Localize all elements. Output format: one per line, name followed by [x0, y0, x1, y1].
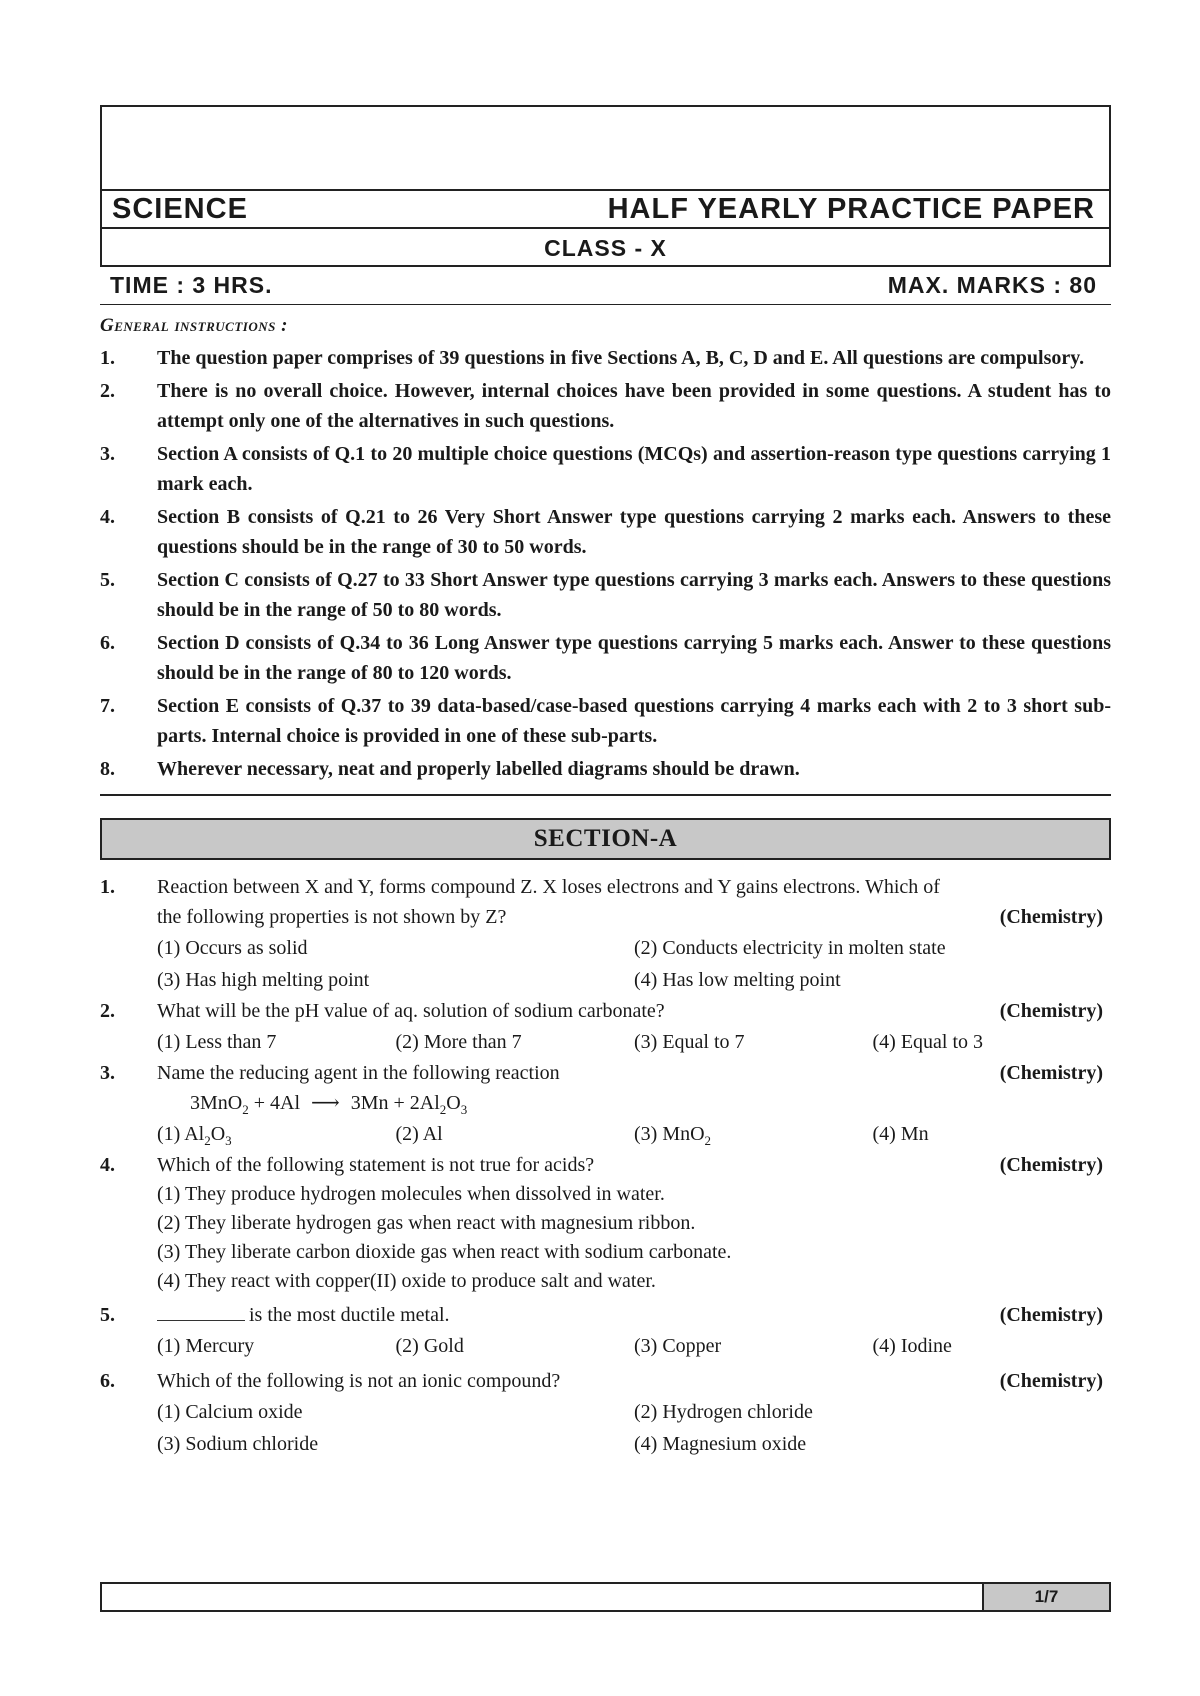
- option: (2) Al: [395, 1123, 443, 1145]
- meta-row: [100, 267, 1111, 305]
- list-item: 1. The question paper comprises of 39 questions in five Sections A, B, C, D and E. All questions are compulsory.: [100, 347, 1085, 369]
- option: (2) Gold: [395, 1335, 464, 1357]
- subject-tag: (Chemistry): [999, 1062, 1103, 1084]
- option: (1) $Al_2O_3$: [157, 1123, 232, 1148]
- option: (1) Less than 7: [157, 1031, 277, 1053]
- header-class-row: [102, 229, 1109, 267]
- question-text: Which of the following statement is not true for acids?: [157, 1154, 595, 1176]
- options: [100, 1118, 1111, 1150]
- option: (2) They liberate hydrogen gas when react with magnesium ribbon.: [157, 1212, 696, 1234]
- page-footer: [100, 1582, 1111, 1612]
- list-item: 4. Section B consists of Q.21 to 26 Very Short Answer type questions carrying 2 marks each. Answers to these questions should be in the range of 30 to 50 words.: [100, 506, 1111, 558]
- header-box: [100, 105, 1111, 267]
- option: (3) Copper: [634, 1335, 722, 1357]
- option: (1) They produce hydrogen molecules when dissolved in water.: [157, 1183, 665, 1205]
- list-item: 3. Section A consists of Q.1 to 20 multiple choice questions (MCQs) and assertion-reason type questions carrying 1 mark each.: [100, 443, 1111, 495]
- list-item: 7. Section E consists of Q.37 to 39 data-based/case-based questions carrying 4 marks each with 2 to 3 short sub-parts. Internal choice is provided in one of these sub-parts.: [100, 695, 1111, 747]
- options: [100, 932, 1111, 996]
- section-a-heading: SECTION-A: [100, 818, 1111, 860]
- option: (3) They liberate carbon dioxide gas when react with sodium carbonate.: [157, 1241, 732, 1263]
- question-text: the following properties is not shown by Z?: [157, 906, 507, 928]
- list-item: 8. Wherever necessary, neat and properly labelled diagrams should be drawn.: [100, 758, 800, 780]
- options: [100, 1180, 1111, 1296]
- page-number: 1/7: [982, 1584, 1109, 1610]
- list-item: 6. Section D consists of Q.34 to 36 Long Answer type questions carrying 5 marks each. Answer to these questions should be in the range of 80 to 120 words.: [100, 632, 1111, 684]
- list-item: 5. Section C consists of Q.27 to 33 Short Answer type questions carrying 3 marks each. Answers to these questions should be in the range of 50 to 80 words.: [100, 569, 1111, 621]
- option: (3) Has high melting point: [157, 969, 370, 991]
- list-item: 2. There is no overall choice. However, internal choices have been provided in some questions. A student has to attempt only one of the alternatives in such questions.: [100, 380, 1111, 432]
- option: (4) Magnesium oxide: [634, 1433, 807, 1455]
- question-3: 3. Name the reducing agent in the following reaction (Chemistry) 3MnO$_2$ + 4Al ⟶ $3Mn + 2Al_2O_3$ (1) $Al_2O_3$ (2) Al (3) MnO$_2$ (4) Mn: [100, 1058, 1111, 1150]
- question-5: 5. is the most ductile metal. (Chemistry) (1) Mercury (2) Gold (3) Copper (4) Iodine: [100, 1300, 1111, 1362]
- option: (4) Equal to 3: [872, 1031, 984, 1053]
- question-text: What will be the pH value of aq. solution of sodium carbonate?: [157, 1000, 665, 1022]
- subject-tag: (Chemistry): [999, 1154, 1103, 1176]
- question-text: Reaction between X and Y, forms compound Z. X loses electrons and Y gains electrons. Which of: [157, 876, 940, 898]
- chemical-equation: 3MnO$_2$ + 4Al ⟶ $3Mn + 2Al_2O_3$: [190, 1092, 468, 1117]
- question-4: 4. Which of the following statement is not true for acids? (Chemistry) (1) They produce hydrogen molecules when dissolved in water. (2) They liberate hydrogen gas when react with magnesium ribbon. (3) They liberate carbon dioxide gas when react with sodium carbonate. (4) They react with copper(II) oxide to produce salt and water.: [100, 1150, 1111, 1296]
- option: (3) Equal to 7: [634, 1031, 745, 1053]
- subject-title: SCIENCE: [112, 192, 248, 225]
- paper-title: HALF YEARLY PRACTICE PAPER: [607, 192, 1095, 225]
- option: (2) Hydrogen chloride: [634, 1401, 813, 1423]
- option: (4) Iodine: [872, 1335, 952, 1357]
- option: (2) Conducts electricity in molten state: [634, 937, 946, 959]
- header-title-row: [102, 189, 1109, 229]
- class-label: CLASS - X: [544, 234, 667, 261]
- options: [100, 1330, 1111, 1362]
- question-6: 6. Which of the following is not an ionic compound? (Chemistry) (1) Calcium oxide (2) Hydrogen chloride (3) Sodium chloride (4) Magnesium oxide: [100, 1366, 1111, 1460]
- footer-blank: [102, 1584, 982, 1610]
- option: (4) Mn: [872, 1123, 929, 1145]
- question-1: 1. Reaction between X and Y, forms compound Z. X loses electrons and Y gains electrons. Which of the following properties is not shown by Z? (Chemistry) (1) Occurs as solid (2) Conducts electricity in molten state (3) Has high melting point (4) Has low melting point: [100, 872, 1111, 996]
- option: (1) Mercury: [157, 1335, 255, 1357]
- instructions-list: [100, 343, 1111, 784]
- max-marks-label: MAX. MARKS : 80: [887, 272, 1097, 298]
- question-2: 2. What will be the pH value of aq. solution of sodium carbonate? (Chemistry) (1) Less than 7 (2) More than 7 (3) Equal to 7 (4) Equal to 3: [100, 996, 1111, 1058]
- question-text: Which of the following is not an ionic compound?: [157, 1370, 561, 1392]
- option: (1) Occurs as solid: [157, 937, 308, 959]
- option: (3) Sodium chloride: [157, 1433, 319, 1455]
- time-label: TIME : 3 HRS.: [110, 272, 273, 298]
- general-instructions-title: General instructions :: [100, 315, 288, 336]
- subject-tag: (Chemistry): [999, 1304, 1103, 1326]
- option: (4) Has low melting point: [634, 969, 841, 991]
- arrow-icon: ⟶: [311, 1092, 340, 1114]
- option: (3) MnO$_2$: [634, 1123, 712, 1148]
- exam-page: [100, 105, 1111, 1460]
- questions-list: [100, 872, 1111, 1460]
- options: [100, 1026, 1111, 1058]
- option: (4) They react with copper(II) oxide to produce salt and water.: [157, 1270, 656, 1292]
- question-text: is the most ductile metal.: [157, 1300, 450, 1330]
- question-text: Name the reducing agent in the following reaction: [157, 1062, 560, 1084]
- divider: [100, 794, 1111, 796]
- answer-blank: [157, 1301, 245, 1321]
- options: [100, 1396, 1111, 1460]
- subject-tag: (Chemistry): [999, 1370, 1103, 1392]
- subject-tag: (Chemistry): [999, 1000, 1103, 1022]
- option: (1) Calcium oxide: [157, 1401, 303, 1423]
- subject-tag: (Chemistry): [999, 906, 1103, 928]
- option: (2) More than 7: [395, 1031, 522, 1053]
